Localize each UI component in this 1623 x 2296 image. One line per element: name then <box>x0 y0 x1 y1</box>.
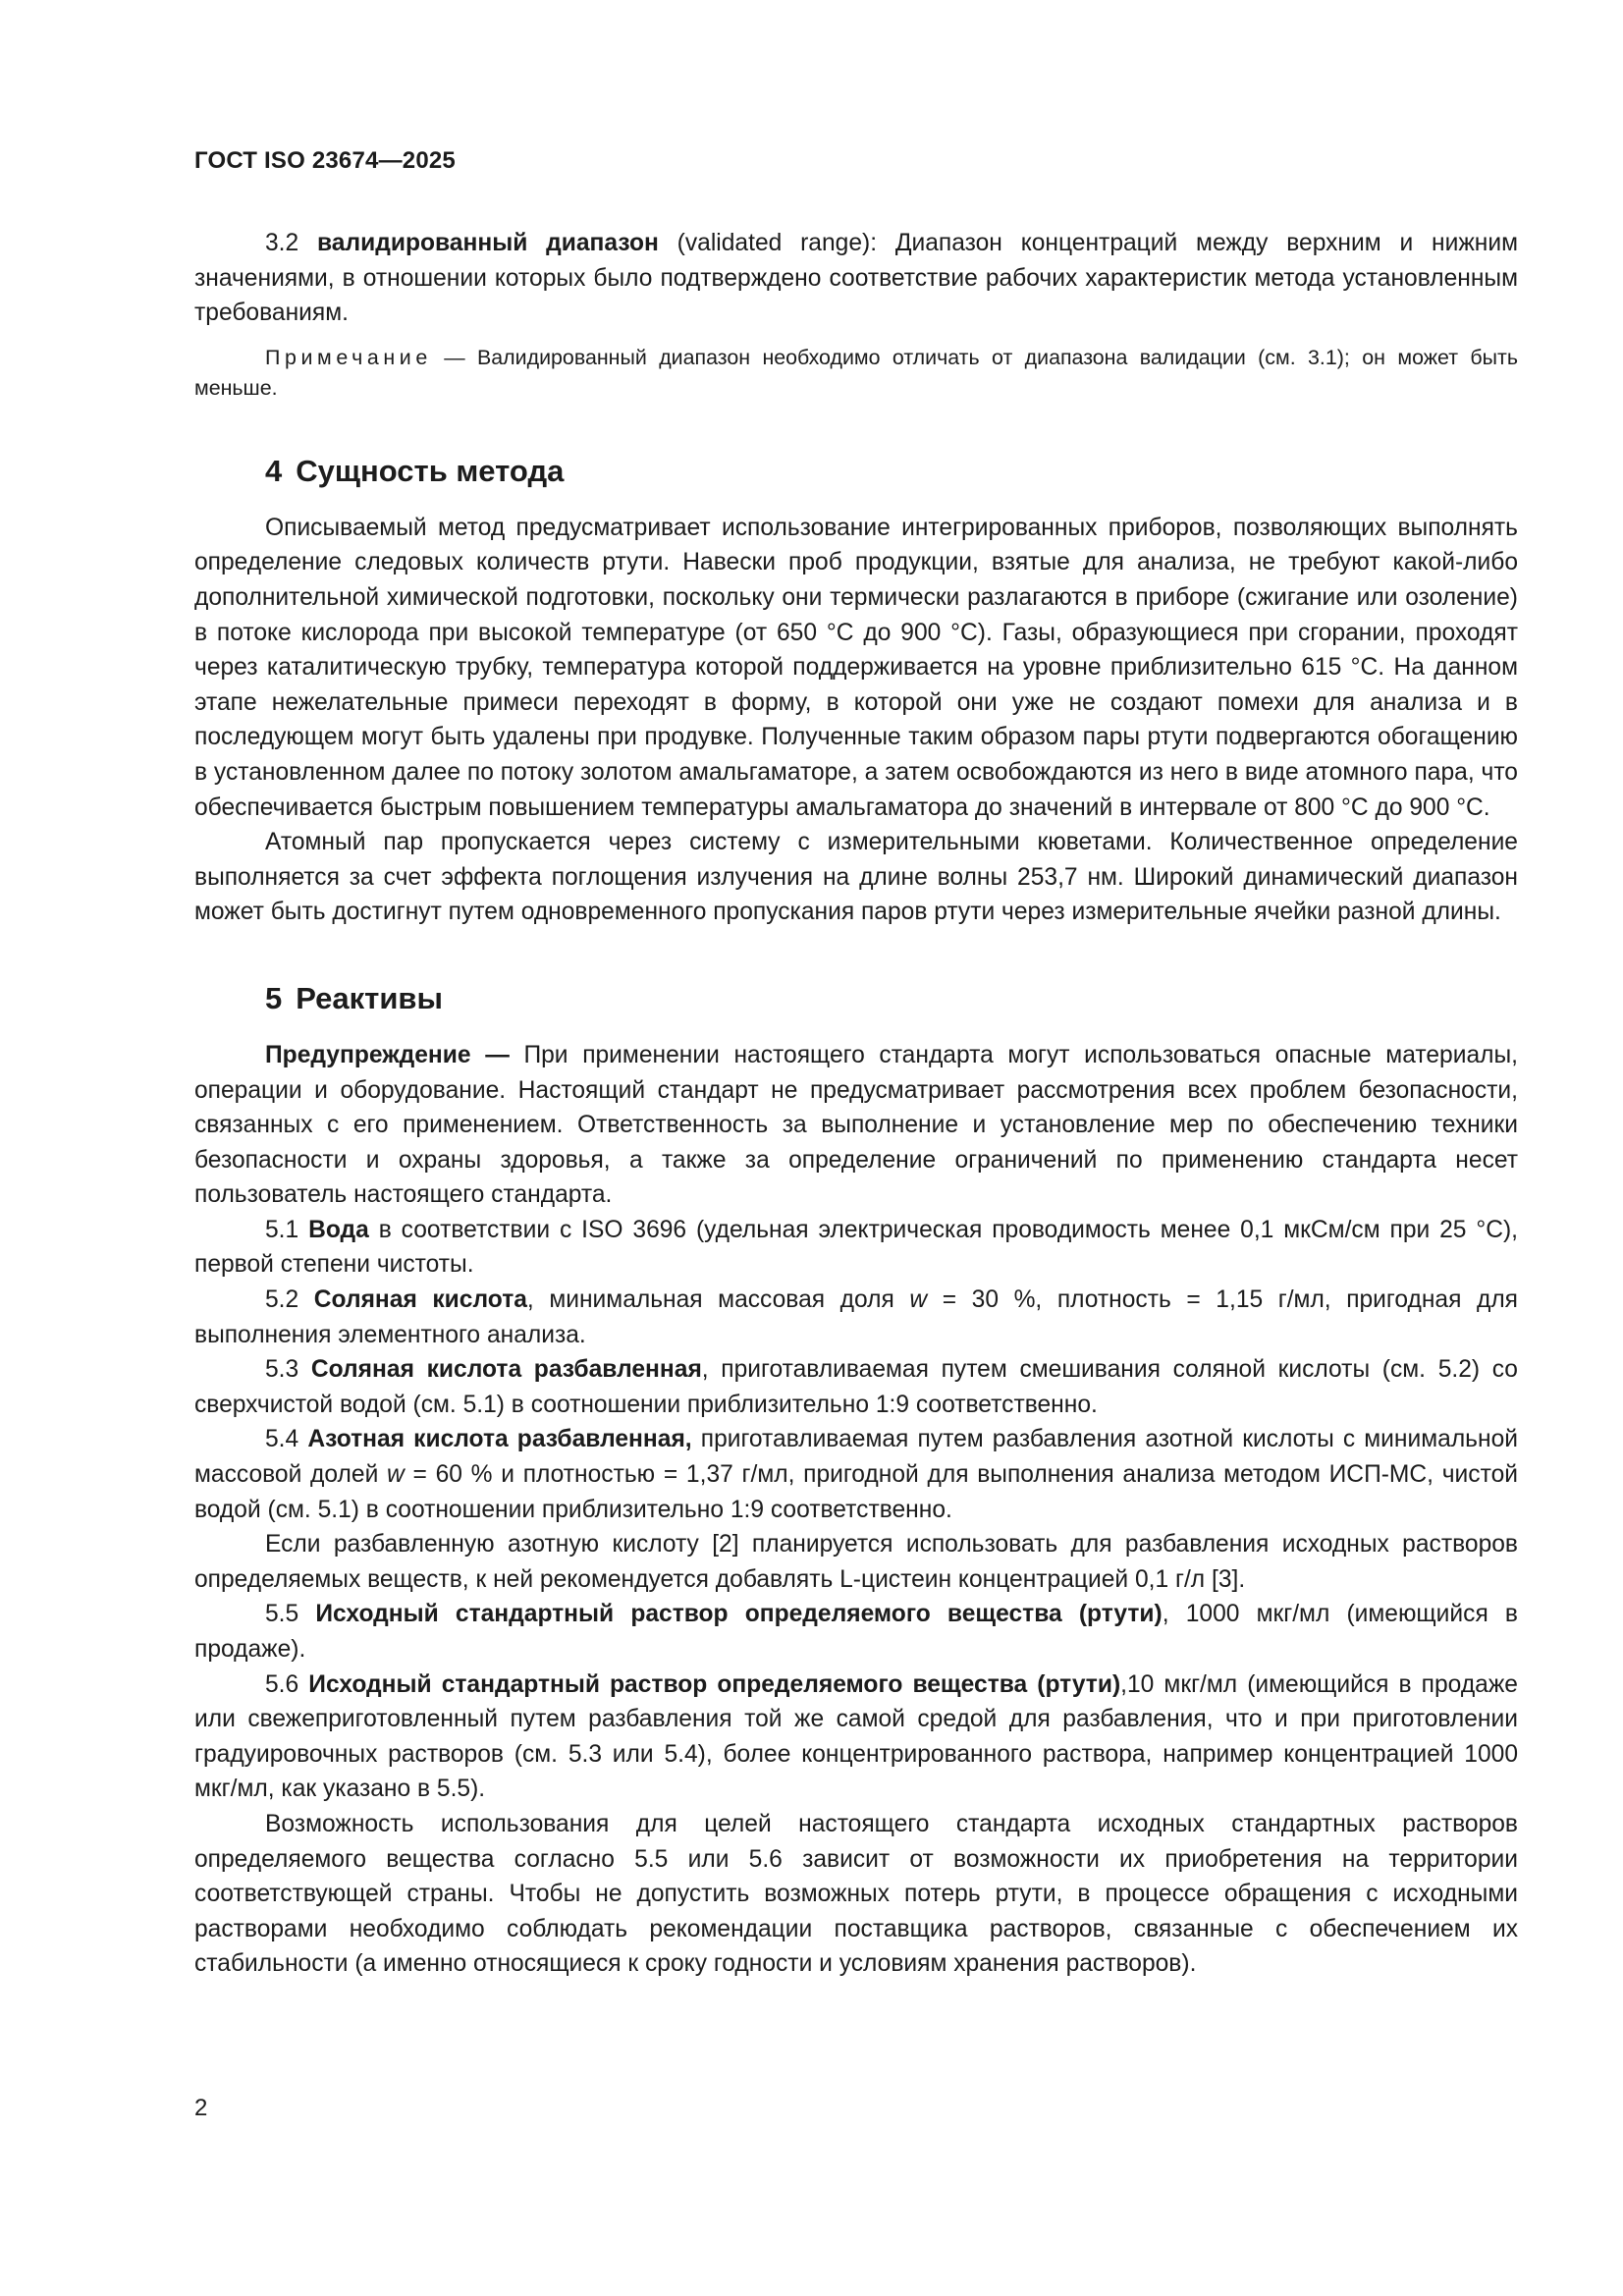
clause-text: (validated range): Диапазон концентраций между верхним и нижним значениями, в отношении которых было подтверждено соответствие рабочих характеристик метода установленным требованиям. <box>194 230 1518 327</box>
clause-5-3 <box>194 1352 1518 1422</box>
clause-number: 5.2 <box>265 1286 299 1314</box>
note <box>194 343 1518 405</box>
section-5-heading <box>194 979 1518 1018</box>
section-5-paragraph: Возможность использования для целей настоящего стандарта исходных стандартных растворов определяемого вещества согласно 5.5 или 5.6 зависит от возможности их приобретения на территории соответствующей страны. Чтобы не допустить возможных потерь ртути, в процессе обращения с исходными растворами необходимо соблюдать рекомендации поставщика растворов, связанные с обеспечением их стабильности (а именно относящиеся к сроку годности и условиям хранения растворов). <box>194 1810 1518 1978</box>
term: Исходный стандартный раствор определяемого вещества (ртути) <box>315 1601 1163 1628</box>
warning-text: При применении настоящего стандарта могут использоваться опасные материалы, операции и оборудование. Настоящий стандарт не предусматривает рассмотрения всех проблем безопасности, связанных с его применением. Ответственность за выполнение и установление мер по обеспечению техники безопасности и охраны здоровья, а также за определение ограничений по применению стандарта несет пользователь настоящего стандарта. <box>194 1041 1518 1209</box>
term: Исходный стандартный раствор определяемого вещества (ртути) <box>308 1670 1121 1698</box>
term: Соляная кислота разбавленная <box>310 1356 702 1384</box>
term: Вода <box>308 1216 369 1243</box>
term: валидированный диапазон <box>317 230 659 256</box>
section-number: 4 <box>265 453 283 488</box>
section-number: 5 <box>265 980 283 1015</box>
clause-number: 5.5 <box>265 1601 299 1628</box>
clause-3-2 <box>194 226 1518 331</box>
clause-number: 5.1 <box>265 1216 299 1243</box>
clause-5-5 <box>194 1597 1518 1667</box>
warning-paragraph <box>194 1038 1518 1213</box>
clause-text: в соответствии с ISO 3696 (удельная электрическая проводимость менее 0,1 мкСм/см при 25 °С), первой степени чистоты. <box>194 1216 1518 1279</box>
section-title: Сущность метода <box>296 453 565 488</box>
document-header: ГОСТ ISO 23674—2025 <box>194 147 456 174</box>
section-4-heading <box>194 452 1518 491</box>
clause-text: приготавливаемая путем разбавления азотной кислоты с минимальной массовой долей <box>194 1426 1518 1489</box>
clause-text: ,10 мкг/мл (имеющийся в продаже или свежеприготовленный путем разбавления той же самой средой для разбавления, что и при приготовлении градуировочных растворов (см. 5.3 или 5.4), более концентрированного раствора, например концентрацией 1000 мкг/мл, как указано в 5.5). <box>194 1670 1518 1803</box>
clause-number: 5.4 <box>265 1426 299 1453</box>
clause-text: , 1000 мкг/мл (имеющийся в продаже). <box>194 1601 1518 1663</box>
note-label: Примечание <box>265 345 432 369</box>
section-title: Реактивы <box>296 980 443 1015</box>
document-body <box>194 226 1518 1982</box>
clause-5-6 <box>194 1667 1518 1807</box>
clause-number: 3.2 <box>265 230 299 256</box>
clause-5-4 <box>194 1422 1518 1527</box>
section-4-paragraph: Атомный пар пропускается через систему с измерительными кюветами. Количественное определение выполняется за счет эффекта поглощения излучения на длине волны 253,7 нм. Широкий динамический диапазон может быть достигнут путем одновременного пропускания паров ртути через измерительные ячейки разной длины. <box>194 829 1518 926</box>
variable: w <box>387 1461 405 1489</box>
page-number: 2 <box>194 2095 208 2121</box>
clause-text: , приготавливаемая путем смешивания соляной кислоты (см. 5.2) со сверхчистой водой (см. 5.1) в соотношении приблизительно 1:9 соответственно. <box>194 1356 1518 1418</box>
clause-text: = 30 %, плотность = 1,15 г/мл, пригодная для выполнения элементного анализа. <box>194 1286 1519 1348</box>
clause-5-4-note: Если разбавленную азотную кислоту [2] планируется использовать для разбавления исходных растворов определяемых веществ, к ней рекомендуется добавлять L-цистеин концентрацией 0,1 г/л [3]. <box>194 1531 1518 1593</box>
warning-label: Предупреждение — <box>265 1041 510 1068</box>
section-4-paragraph: Описываемый метод предусматривает использование интегрированных приборов, позволяющих выполнять определение следовых количеств ртути. Навески проб продукции, взятые для анализа, не требуют какой-либо дополнительной химической подготовки, поскольку они термически разлагаются в приборе (сжигание или озоление) в потоке кислорода при высокой температуре (от 650 °С до 900 °С). Газы, образующиеся при сгорании, проходят через каталитическую трубку, температура которой поддерживается на уровне приблизительно 615 °С. На данном этапе нежелательные примеси переходят в форму, в которой они уже не создают помехи для анализа и в последующем могут быть удалены при продувке. Полученные таким образом пары ртути подвергаются обогащению в установленном далее по потоку золотом амальгаматоре, а затем освобождаются из него в виде атомного пара, что обеспечивается быстрым повышением температуры амальгаматора до значений в интервале от 800 °С до 900 °С. <box>194 514 1518 821</box>
clause-5-1 <box>194 1213 1518 1283</box>
clause-text: , минимальная массовая доля <box>526 1286 910 1314</box>
clause-5-2 <box>194 1283 1518 1352</box>
variable: w <box>909 1286 928 1314</box>
note-text: — Валидированный диапазон необходимо отличать от диапазона валидации (см. 3.1); он может быть меньше. <box>194 345 1518 401</box>
clause-text: = 60 % и плотностью = 1,37 г/мл, пригодной для выполнения анализа методом ИСП-МС, чистой водой (см. 5.1) в соотношении приблизительно 1:9 соответственно. <box>194 1461 1518 1523</box>
term: Азотная кислота разбавленная, <box>307 1426 692 1453</box>
clause-number: 5.6 <box>265 1670 299 1698</box>
term: Соляная кислота <box>313 1286 527 1314</box>
clause-number: 5.3 <box>265 1356 299 1384</box>
